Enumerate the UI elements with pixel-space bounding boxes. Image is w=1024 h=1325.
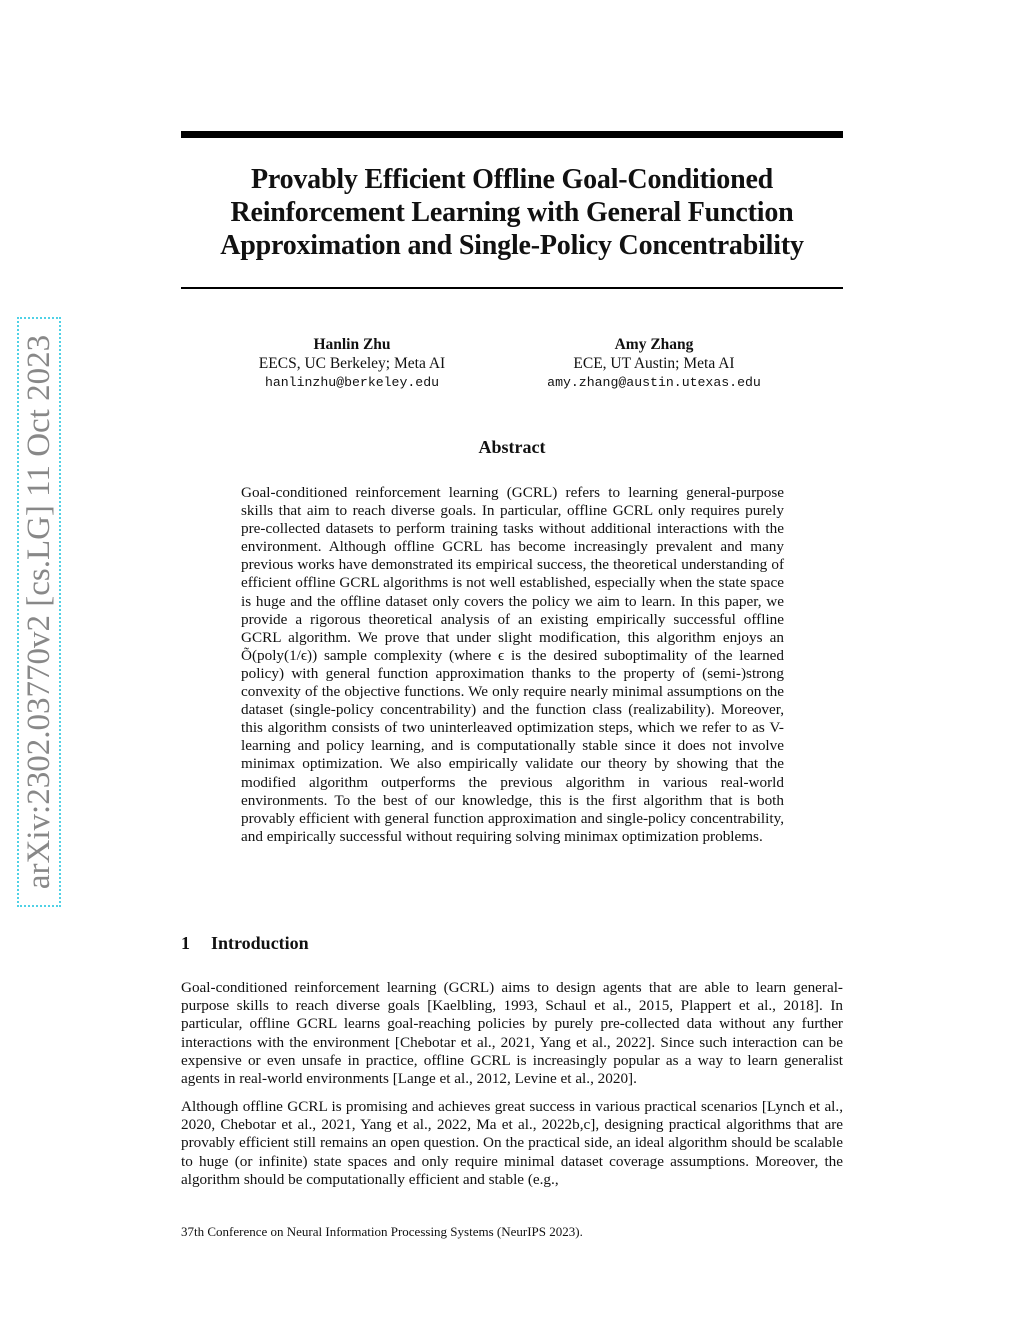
- title-line: Approximation and Single-Policy Concentrability: [220, 230, 804, 261]
- abstract-heading: Abstract: [478, 437, 546, 457]
- abstract-body: Goal-conditioned reinforcement learning (GCRL) refers to learning general-purpose skills that aim to reach diverse goals. In particular, offline GCRL only requires purely pre-collected datasets to perform training tasks without additional interactions with the environment. Although offline GCRL has become increasingly prevalent and many previous works have demonstrated its empirical success, the theoretical understanding of efficient offline GCRL algorithms is not well established, especially when the state space is huge and the offline dataset only covers the policy we aim to learn. In this paper, we provide a rigorous theoretical analysis of an existing empirically successful offline GCRL algorithm. We prove that under slight modification, this algorithm enjoys an Õ(poly(1/ϵ)) sample complexity (where ϵ is the desired suboptimality of the learned policy) with general function approximation thanks to the property of (semi-)strong convexity of the objective functions. We only require nearly minimal assumptions on the dataset (single-policy concentrability) and the function class (realizability). Moreover, this algorithm consists of two uninterleaved optimization steps, which we refer to as V-learning and policy learning, and is computationally stable since it does not involve minimax optimization. We also empirically validate our theory by showing that the modified algorithm outperforms the previous algorithm in various real-world environments. To the best of our knowledge, this is the first algorithm that is both provably efficient with general function approximation and single-policy concentrability, and empirically successful without requiring solving minimax optimization problems.: [241, 484, 784, 845]
- section-number: 1: [181, 933, 190, 953]
- author-block: [534, 335, 774, 392]
- section-title: Introduction: [211, 933, 309, 953]
- author-affiliation: EECS, UC Berkeley; Meta AI: [258, 355, 446, 372]
- title-line: Provably Efficient Offline Goal-Conditioned: [250, 164, 774, 195]
- author-email[interactable]: hanlinzhu@berkeley.edu: [264, 375, 440, 390]
- arxiv-stamp: arXiv:2302.03770v2 [cs.LG] 11 Oct 2023: [17, 317, 61, 907]
- title-top-rule: [181, 131, 843, 138]
- conference-footnote: 37th Conference on Neural Information Processing Systems (NeurIPS 2023).: [181, 1224, 583, 1239]
- author-affiliation: ECE, UT Austin; Meta AI: [573, 355, 735, 372]
- section-heading: [181, 933, 309, 954]
- paper-title: [181, 163, 843, 262]
- author-block: [232, 335, 472, 392]
- author-name: Hanlin Zhu: [313, 336, 391, 353]
- author-email[interactable]: amy.zhang@austin.utexas.edu: [547, 375, 761, 390]
- title-line: Reinforcement Learning with General Function: [230, 197, 794, 228]
- author-name: Amy Zhang: [614, 336, 694, 353]
- title-bottom-rule: [181, 287, 843, 289]
- body-paragraph: Although offline GCRL is promising and achieves great success in various practical scenarios [Lynch et al., 2020, Chebotar et al., 2021, Yang et al., 2022, Ma et al., 2022b,c], designing practical algorithms that are provably efficient still remains an open question. On the practical side, an ideal algorithm should be scalable to huge (or infinite) state spaces and only require minimal dataset coverage assumptions. Moreover, the algorithm should be computationally efficient and stable (e.g.,: [181, 1098, 843, 1188]
- body-paragraph: Goal-conditioned reinforcement learning (GCRL) aims to design agents that are able to learn general-purpose skills to reach diverse goals [Kaelbling, 1993, Schaul et al., 2015, Plappert et al., 2018]. In particular, offline GCRL learns goal-reaching policies by purely pre-collected data without any further interactions with the environment [Chebotar et al., 2021, Yang et al., 2022]. Since such interaction can be expensive or even unsafe in practice, offline GCRL is increasingly popular as a way to learn generalist agents in real-world environments [Lange et al., 2012, Levine et al., 2020].: [181, 979, 843, 1088]
